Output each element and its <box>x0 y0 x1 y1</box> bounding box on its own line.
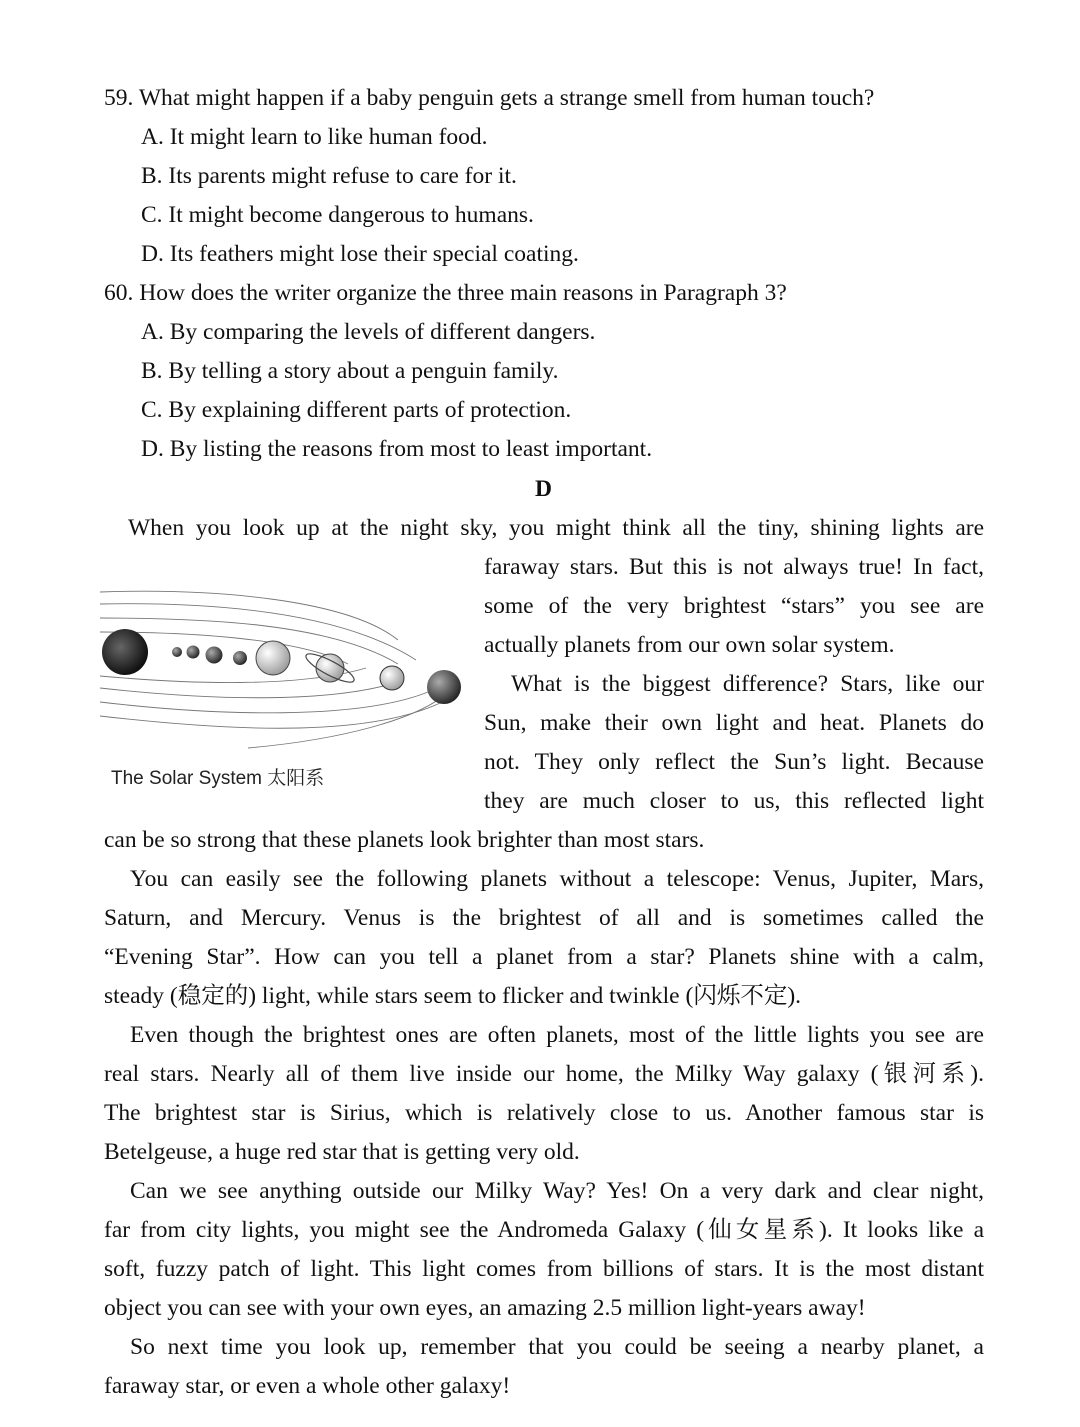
uranus-icon <box>380 666 404 690</box>
passage-p2-line-2: Sun, make their own light and heat. Planets do <box>484 710 984 736</box>
passage-p5-line-2: far from city lights, you might see the Andromeda Galaxy (仙女星系). It looks like a <box>104 1217 984 1243</box>
saturn-icon <box>303 649 357 687</box>
question-59-option-c: C. It might become dangerous to humans. <box>141 202 534 228</box>
venus-icon <box>187 646 200 659</box>
question-60-option-d: D. By listing the reasons from most to least important. <box>141 436 653 462</box>
passage-p4-line-3: The brightest star is Sirius, which is relatively close to us. Another famous star is <box>104 1100 984 1126</box>
passage-p2-line-3: not. They only reflect the Sun’s light. Because <box>484 749 984 775</box>
solar-system-illustration <box>98 580 468 750</box>
neptune-icon <box>427 670 461 704</box>
question-60-option-b: B. By telling a story about a penguin family. <box>141 358 559 384</box>
question-59-option-a: A. It might learn to like human food. <box>141 124 488 150</box>
passage-p2-line-4: they are much closer to us, this reflected light <box>484 788 984 814</box>
passage-p5-line-4: object you can see with your own eyes, an amazing 2.5 million light-years away! <box>104 1295 866 1321</box>
passage-p1-line-1: When you look up at the night sky, you might think all the tiny, shining lights are <box>128 515 984 541</box>
passage-p4-line-2: real stars. Nearly all of them live inside our home, the Milky Way galaxy (银河系). <box>104 1061 984 1087</box>
passage-p1-line-2: faraway stars. But this is not always true! In fact, <box>484 554 984 580</box>
question-60-option-c: C. By explaining different parts of protection. <box>141 397 572 423</box>
mars-icon <box>233 651 247 665</box>
passage-p3-line-3: “Evening Star”. How can you tell a planet from a star? Planets shine with a calm, <box>104 944 984 970</box>
passage-p1-line-4: actually planets from our own solar system. <box>484 632 895 658</box>
section-heading: D <box>535 476 552 502</box>
passage-p2-line-1: What is the biggest difference? Stars, like our <box>511 671 984 697</box>
question-60-stem: 60. How does the writer organize the three main reasons in Paragraph 3? <box>104 280 787 306</box>
earth-icon <box>206 647 223 664</box>
question-59-stem: 59. What might happen if a baby penguin gets a strange smell from human touch? <box>104 85 875 111</box>
jupiter-icon <box>256 641 290 675</box>
mercury-icon <box>172 647 182 657</box>
passage-p4-line-4: Betelgeuse, a huge red star that is getting very old. <box>104 1139 580 1165</box>
passage-p3-line-2: Saturn, and Mercury. Venus is the brightest of all and is sometimes called the <box>104 905 984 931</box>
passage-p3-line-4: steady (稳定的) light, while stars seem to flicker and twinkle (闪烁不定). <box>104 983 802 1009</box>
sun-icon <box>102 629 148 675</box>
passage-p6-line-1: So next time you look up, remember that you could be seeing a nearby planet, a <box>130 1334 984 1360</box>
passage-p5-line-1: Can we see anything outside our Milky Way? Yes! On a very dark and clear night, <box>130 1178 984 1204</box>
question-59-option-b: B. Its parents might refuse to care for it. <box>141 163 517 189</box>
passage-p2-line-5: can be so strong that these planets look brighter than most stars. <box>104 827 705 853</box>
passage-p4-line-1: Even though the brightest ones are often planets, most of the little lights you see are <box>130 1022 984 1048</box>
passage-p5-line-3: soft, fuzzy patch of light. This light comes from billions of stars. It is the most distant <box>104 1256 984 1282</box>
question-59-option-d: D. Its feathers might lose their special coating. <box>141 241 579 267</box>
figure-caption: The Solar System 太阳系 <box>111 768 325 789</box>
passage-p6-line-2: faraway star, or even a whole other galaxy! <box>104 1373 511 1399</box>
passage-p3-line-1: You can easily see the following planets without a telescope: Venus, Jupiter, Mars, <box>130 866 984 892</box>
question-60-option-a: A. By comparing the levels of different dangers. <box>141 319 596 345</box>
passage-p1-line-3: some of the very brightest “stars” you see are <box>484 593 984 619</box>
